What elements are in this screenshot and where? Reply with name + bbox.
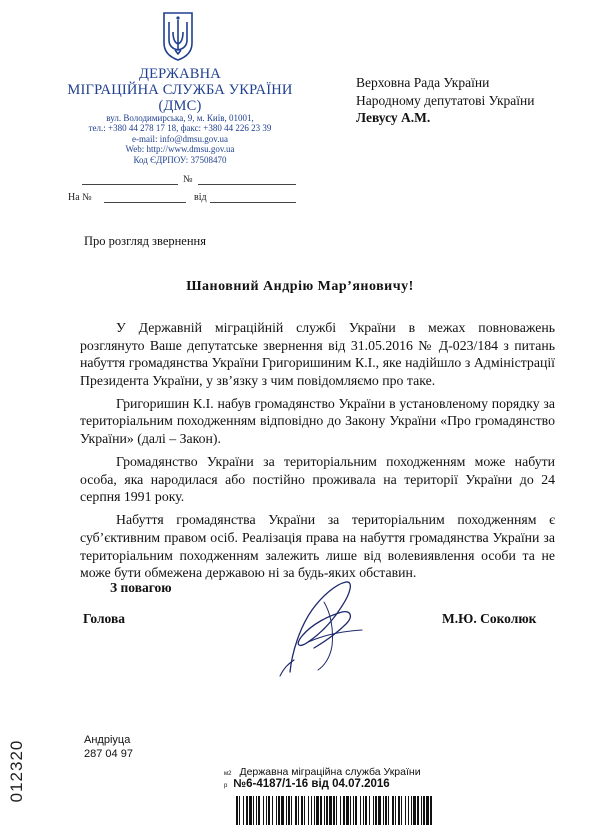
org-name-abbreviation: (ДМС)	[158, 98, 202, 114]
recipient-block	[356, 74, 535, 127]
sender-website: Web: http://www.dmsu.gov.ua	[125, 144, 235, 155]
body-paragraph: У Державній міграційній службі України в межах повноважень розглянуто Ваше депутатське звернення від 31.05.2016 № Д-023/184 з питань набуття громадянства України Григоришиним К.І., яке надійшло з Адміністрації Президента України, у зв’язку з чим повідомляємо про таке.	[80, 320, 555, 388]
body-paragraph: Григоришин К.І. набув громадянство України в установленому порядку за територіальним походженням відповідно до Закону України «Про громадянство України» (далі – Закон).	[80, 395, 555, 447]
stamp-registration-number: №6-4187/1-16 від 04.07.2016	[233, 778, 390, 790]
sender-email: e-mail: info@dmsu.gov.ua	[132, 133, 228, 144]
stamp-organization: Державна міграційна служба України	[239, 766, 421, 778]
sender-phone-fax: тел.: +380 44 278 17 18, факс: +380 44 226 23 39	[88, 123, 272, 134]
executor-info	[84, 733, 133, 761]
in-reply-number-line	[104, 192, 186, 203]
trident-emblem-icon	[161, 10, 195, 62]
recipient-name: Левусу А.М.	[356, 110, 431, 125]
stamp-code: м2	[224, 771, 232, 777]
signer-position: Голова	[83, 611, 126, 626]
recipient-position: Народному депутатові України	[356, 92, 535, 108]
letter-subject: Про розгляд звернення	[84, 234, 206, 248]
number-sign: №	[183, 174, 193, 185]
body-paragraph: Громадянство України за територіальним походженням може набути особа, яка народилася або постійно проживала на території України до 24 серпня 1991 року.	[80, 454, 555, 505]
letter-body	[80, 319, 555, 587]
stamp-mark: р	[224, 783, 228, 789]
sender-organization	[60, 66, 300, 114]
sender-address: вул. Володимирська, 9, м. Київ, 01001,	[106, 113, 254, 123]
handwritten-signature	[250, 572, 380, 682]
margin-number-text: 012320	[7, 739, 26, 803]
outgoing-date-line	[82, 174, 178, 185]
closing-regards: З повагою	[110, 580, 172, 595]
in-reply-date-label: від	[194, 192, 207, 203]
signer-name: М.Ю. Соколюк	[442, 611, 537, 626]
executor-phone: 287 04 97	[84, 748, 133, 760]
sender-contacts	[60, 113, 300, 165]
outgoing-number-line	[198, 174, 296, 185]
registration-stamp	[224, 766, 434, 790]
in-reply-date-line	[210, 192, 296, 203]
org-name-line2: МІГРАЦІЙНА СЛУЖБА УКРАЇНИ	[67, 82, 293, 98]
executor-name: Андріуца	[84, 734, 131, 746]
barcode	[236, 796, 432, 825]
sender-edrpou: Код ЄДРПОУ: 37508470	[133, 154, 227, 165]
greeting: Шановний Андрію Мар’яновичу!	[186, 279, 414, 294]
in-reply-label: На №	[68, 192, 92, 203]
body-paragraph: Набуття громадянства України за територіальним походженням є суб’єктивним правом осіб. Реалізація права на набуття громадянства України за територіальним походженням залежить лише від волевиявлення особи та не може бути обмежена державою ні за будь-яких обставин.	[80, 512, 555, 581]
margin-document-number	[5, 735, 29, 805]
org-name-line1: ДЕРЖАВНА	[139, 66, 221, 82]
registration-fields	[68, 174, 298, 204]
recipient-institution: Верховна Рада України	[356, 75, 490, 90]
